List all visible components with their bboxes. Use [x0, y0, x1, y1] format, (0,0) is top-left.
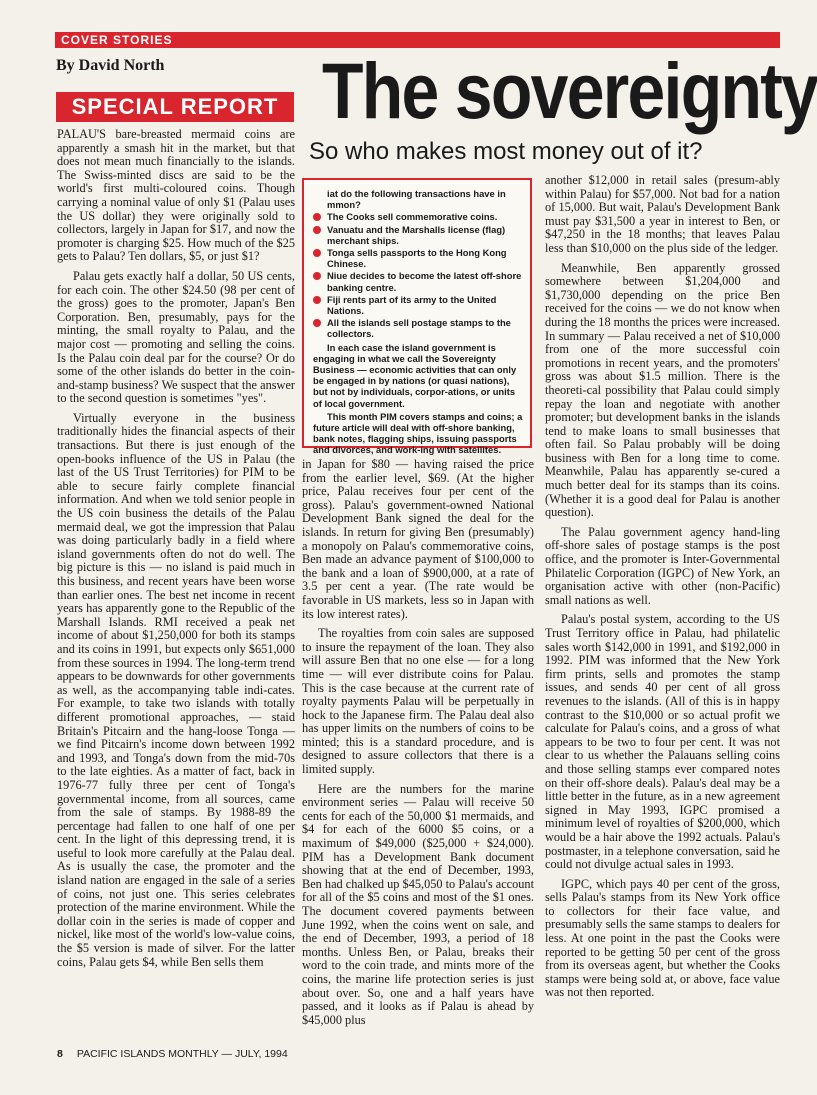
sidebar-list	[313, 211, 523, 339]
sidebar-box	[302, 178, 532, 456]
list-item	[313, 270, 523, 292]
list-item	[313, 211, 523, 222]
bullet-icon	[313, 319, 321, 327]
paragraph: IGPC, which pays 40 per cent of the gross, sells Palau's stamps from its New York office to collectors for their face value, and presumably sells the same stamps to dealers for less. At one point in the past the Cooks were reported to be getting 50 per cent of the gross from its overseas agent, but whether the Cooks stamps were being sold at, or above, face value was not then reported.	[545, 876, 780, 1000]
paragraph: Here are the numbers for the marine environment series — Palau will receive 50 cents for each of the 50,000 $1 mermaids, and $4 for each of the 6000 $5 coins, or a maximum of $49,000 ($25,000 + $24,000). PIM has a Development Bank document showing that at the end of December, 1993, Ben had chalked up $45,050 to Palau's account for all of the $5 coins and most of the $1 ones. The document covered payments between June 1992, when the coins went on sale, and the end of December, 1993, a period of 18 months. Unless Ben, or Palau, breaks their word to the coin trade, and mints more of the coins, the marine life protection series is just about over. So, one and a half years have passed, and it looks as if Palau is ahead by $45,000 plus	[302, 781, 534, 1027]
paragraph: Virtually everyone in the business traditionally hides the financial aspects of their transactions. But there is just enough of the open-books influence of the US in Palau (the last of the US Trust Territories) for PIM to be able to secure fairly complete financial information. And when we told senior people in the US coin business the details of the Palau mermaid deal, we got the impression that Palau was doing particularly badly in a field where island governments often do not do well. The big picture is this — no island is paid much in this business, and recent years have been worse than earlier ones. The best net income in recent years has apparently gone to the Republic of the Marshall Islands. RMI received a peak net income of about $1,250,000 for both its stamps and its coins in 1991, but expects only $651,000 from these sources in 1994. The long-term trend appears to be downwards for other governments as well, as the accompanying table indi-cates. For example, to take two islands with totally different promotional approaches, — staid Britain's Pitcairn and the hang-loose Tonga — we find Pitcairn's income down between 1992 and 1993, and Tonga's down from the mid-70s to the late eighties. As a matter of fact, back in 1976-77 fully three per cent of Tonga's governmental income, from all sources, came from the sale of stamps. By 1988-89 the percentage had fallen to one half of one per cent. In the light of this depressing trend, it is useful to look more carefully at the Palau deal. As is usually the case, the promoter and the island nation are engaged in the sale of a series of coins, not just one. This series celebrates protection of the marine environment. While the dollar coin in the series is made of copper and nickel, like most of the world's low-value coins, the $5 version is made of silver. For the latter coins, Palau gets $4, while Ben sells them	[57, 410, 295, 969]
bullet-icon	[313, 272, 321, 280]
paragraph: Palau gets exactly half a dollar, 50 US cents, for each coin. The other $24.50 (98 per cent of the gross) goes to the promoter, Japan's Ben Corporation. Ben, presumably, pays for the minting, the small royalty to Palau, and the major cost — promoting and selling the coins. Is the Palau coin deal par for the course? Or do some of the other islands do better in the coin-and-stamp business? We suspect that the answer to the second question is sometimes "yes".	[57, 268, 295, 406]
list-item	[313, 224, 523, 246]
paragraph: The royalties from coin sales are supposed to insure the repayment of the loan. They also will assure Ben that no one else — for a long time — will ever distribute coins for Palau. This is the case because at the current rate of royalty payments Palau will be perpetually in hock to the Japanese firm. The Palau deal also has upper limits on the numbers of coins to be minted; this is a standard procedure, and is designed to assure collectors that there is a limited supply.	[302, 626, 534, 777]
bullet-icon	[313, 249, 321, 257]
sidebar-note: This month PIM covers stamps and coins; a future article will deal with off-shore banking, bank notes, flagging ships, issuing passports and divorces, and work-ing with satellites.	[313, 410, 523, 456]
list-item	[313, 294, 523, 316]
byline: By David North	[56, 57, 165, 74]
page-number: 8	[57, 1048, 63, 1060]
article-column-3	[545, 174, 780, 1048]
paragraph: PALAU'S bare-breasted mermaid coins are apparently a smash hit in the market, but that does not mean much financially to the islands. The Swiss-minted discs are said to be the world's first multi-coloured coins. Though carrying a nominal value of only $1 (Palau uses the US dollar) they were originally sold to collectors, largely in Japan for $17, and now the promoter is charging $25. How much of the $25 gets to Palau? Ten dollars, $5, or just $1?	[57, 127, 295, 264]
list-item-text: Fiji rents part of its army to the United Nations.	[327, 293, 497, 317]
publication-line: PACIFIC ISLANDS MONTHLY — JULY, 1994	[76, 1048, 288, 1060]
bullet-icon	[313, 226, 321, 234]
paragraph: in Japan for $80 — having raised the price from the earlier level, $69. (At the higher price, Palau receives four per cent of the gross). Palau's government-owned National Development Bank signed the deal for the islands. In return for giving Ben (presumably) a monopoly on Palau's commemorative coins, Ben made an advance payment of $100,000 to the bank and a loan of $900,000, at a rate of 3.5 per cent a year. (The rate would be favorable in US markets, less so in Japan with its low interest rates).	[302, 457, 534, 621]
paragraph: The Palau government agency hand-ling off-shore sales of postage stamps is the post office, and the promoter is Inter-Governmental Philatelic Corporation (IGPC) of New York, an organisation active with other (non-Pacific) small nations as well.	[545, 524, 780, 607]
paragraph: Meanwhile, Ben apparently grossed somewhere between $1,204,000 and $1,730,000 depending on the price Ben received for the coins — we do not know when during the 18 months the prices were increased. In summary — Palau received a net of $10,000 from one of the more successful coin promotions in recent years, and the promoters' gross was about $1.5 million. There is the theoreti-cal possibility that Palau could simply repay the loan and negotiate with another promoter; but development banks in the islands tend to make loans to small businesses that often fail. So Palau probably will be doing business with Ben for a long time to come. Meanwhile, Palau has apparently se-cured a much better deal for its stamps than its coins. (Whether it is a good deal for Palau is another question).	[545, 260, 780, 520]
subtitle: So who makes most money out of it?	[309, 138, 703, 165]
article-column-2	[302, 458, 534, 1048]
paragraph: Palau's postal system, according to the US Trust Territory office in Palau, had philatelic sales worth $142,000 in 1991, and $192,000 in 1992. PIM was informed that the New York firm prints, sells and promotes the stamp issues, and sends 40 per cent of all gross revenues to the islands. (All of this is in happy contrast to the $10,000 or so actual profit we calculate for Palau's coins, and a gross of what appears to be two to four per cent. It was not clear to us whether the Palauans selling coins and those selling stamps ever compared notes on their off-shore deals). Palau's deal may be a little better in the future, as in a new agreement signed in May 1993, IGPC promised a minimum level of royalties of $200,000, which would be a hair above the 1992 actuals. Palau's postmaster, in a telephone conversation, said he could not divulge actual sales in 1993.	[545, 612, 780, 872]
list-item-text: Vanuatu and the Marshalls license (flag) merchant ships.	[327, 223, 506, 246]
page-footer	[57, 1048, 288, 1060]
list-item-text: Niue decides to become the latest off-shore banking centre.	[327, 270, 522, 293]
list-item	[313, 247, 523, 269]
list-item-text: All the islands sell postage stamps to the collectors.	[327, 317, 511, 340]
section-label: COVER STORIES	[55, 32, 780, 48]
sidebar-note: In each case the island government is engaging in what we call the Sovereignty Business — economic activities that can only be engaged in by nations (or quasi nations), but not by individuals, corpor-ations, or units of local government.	[313, 341, 517, 409]
article-column-1	[57, 128, 295, 1046]
paragraph: another $12,000 in retail sales (presum-ably within Palau) for $57,000. Not bad for a nation of 15,000. But wait, Palau's Development Bank must pay $31,500 a year in interest to Ben, or $47,250 in the 18 months; that leaves Palau less than $10,000 on the plus side of the ledger.	[545, 173, 780, 255]
list-item	[313, 317, 523, 339]
list-item-text: The Cooks sell commemorative coins.	[327, 211, 498, 223]
bullet-icon	[313, 296, 321, 304]
list-item-text: Tonga sells passports to the Hong Kong Chinese.	[327, 247, 507, 270]
sidebar-intro: iat do the following transactions have in mmon?	[327, 188, 506, 211]
page-title: The sovereignty	[322, 46, 817, 135]
bullet-icon	[313, 213, 321, 221]
special-report-banner: SPECIAL REPORT	[56, 92, 294, 122]
